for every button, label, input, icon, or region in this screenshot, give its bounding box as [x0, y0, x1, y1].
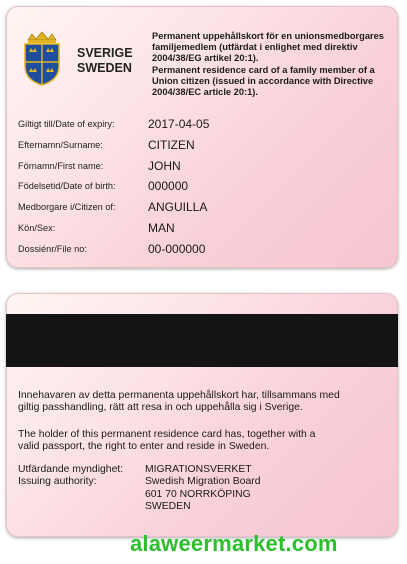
country-sv: SVERIGE: [77, 46, 133, 60]
header-line: 2004/38/EC article 20:1).: [152, 87, 258, 98]
personal-fields: [18, 115, 388, 261]
notice-line: giltig passhandling, rätt att resa in och uppehålla sig i Sverige.: [18, 402, 303, 414]
notice-line: valid passport, the right to enter and reside in Sweden.: [18, 441, 270, 453]
field-expiry: [18, 115, 388, 136]
field-surname: [18, 136, 388, 157]
field-value: JOHN: [148, 158, 181, 173]
header-line: Permanent residence card of a family member of a: [152, 64, 375, 75]
field-sex: [18, 219, 388, 240]
field-value: 00-000000: [148, 241, 206, 256]
field-label: Födelsetid/Date of birth:: [18, 181, 116, 192]
field-first-name: [18, 157, 388, 178]
header-line: familjemedlem (utfärdat i enlighet med direktiv: [152, 42, 358, 53]
header-line: 2004/38/EG artikel 20:1).: [152, 53, 259, 64]
authority-line: SWEDEN: [145, 501, 191, 513]
field-value: CITIZEN: [148, 137, 195, 152]
field-citizenship: [18, 198, 388, 219]
authority-line: Swedish Migration Board: [145, 476, 261, 488]
field-label: Medborgare i/Citizen of:: [18, 202, 116, 213]
magnetic-stripe: [6, 314, 398, 367]
coat-of-arms-icon: [20, 30, 64, 86]
card-title: [152, 31, 392, 98]
field-value: ANGUILLA: [148, 200, 208, 215]
field-date-of-birth: [18, 177, 388, 198]
field-value: 2017-04-05: [148, 117, 210, 131]
field-label: Efternamn/Surname:: [18, 139, 103, 150]
field-label: Kön/Sex:: [18, 222, 56, 233]
field-value: 000000: [148, 179, 189, 194]
watermark: alaweermarket.com: [130, 531, 338, 556]
authority-line: 601 70 NORRKÖPING: [145, 488, 251, 500]
authority-label: Issuing authority:: [18, 476, 97, 488]
notice-line: Innehavaren av detta permanenta uppehållskort har, tillsammans med: [18, 390, 340, 401]
authority-label: Utfärdande myndighet:: [18, 464, 124, 475]
authority-labels: [18, 464, 123, 489]
notice-line: The holder of this permanent residence card has, together with a: [18, 429, 316, 440]
card-front: [6, 6, 398, 268]
field-label: Giltigt till/Date of expiry:: [18, 119, 115, 129]
country-en: SWEDEN: [77, 61, 132, 75]
field-file-no: [18, 240, 388, 261]
notice-english: [18, 429, 388, 454]
field-value: MAN: [148, 220, 175, 235]
authority-line: MIGRATIONSVERKET: [145, 464, 252, 475]
header-line: Permanent uppehållskort för en unionsmedborgares: [152, 31, 384, 41]
field-label: Förnamn/First name:: [18, 160, 104, 171]
authority-values: [145, 464, 261, 514]
country-name: [77, 46, 133, 76]
field-label: Dossiénr/File no:: [18, 243, 87, 254]
notice-swedish: [18, 390, 388, 415]
card-back: [6, 293, 398, 537]
header-line: Union citizen (issued in accordance with Directive: [152, 75, 374, 86]
